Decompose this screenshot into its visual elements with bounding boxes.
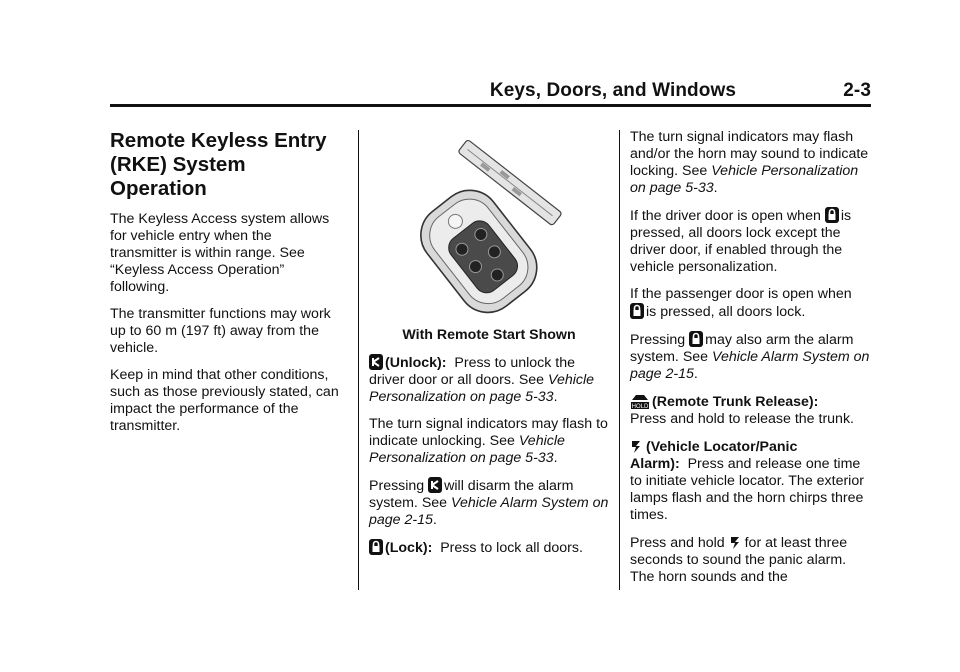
column-divider-1	[358, 130, 359, 590]
signal-reference: Vehicle Personalization on page 5-33	[369, 433, 565, 466]
panic-text-b: for at least three seconds to sound the panic alarm. The horn sounds and the	[630, 535, 848, 585]
lock-paragraph	[369, 539, 609, 557]
locator-text: Press and release one time to initiate vehicle locator. The exterior lamps flash and the horn chirps three times.	[630, 456, 864, 523]
trunk-label: (Remote Trunk Release):	[652, 394, 819, 410]
paragraph-keyless-access: The Keyless Access system allows for vehicle entry when the transmitter is within range. See “Keyless Access Operation” following.	[110, 211, 330, 295]
paragraph-conditions: Keep in mind that other conditions, such as those previously stated, can impact the performance of the transmitter.	[110, 367, 339, 434]
column-divider-2	[619, 130, 620, 590]
driver-door-text-b: is pressed, all doors lock except the driver door, if enabled through the vehicle personalization.	[630, 208, 852, 275]
signal-paragraph: The turn signal indicators may flash to indicate unlocking. See Vehicle Personalization on page 5-33.	[369, 416, 608, 466]
passenger-door-paragraph	[630, 286, 870, 321]
unlock-paragraph: (Unlock): Press to unlock the driver door or all doors. See Vehicle Personalization on page 5-33.	[369, 355, 595, 405]
panic-paragraph	[630, 534, 870, 586]
lock-text: Press to lock all doors.	[440, 540, 583, 556]
disarm-text-b: will disarm the alarm system. See	[369, 478, 574, 511]
paragraph-range: The transmitter functions may work up to 60 m (197 ft) away from the vehicle.	[110, 306, 331, 356]
unlock-icon	[369, 354, 383, 370]
passenger-door-text-b: is pressed, all doors lock.	[646, 304, 806, 320]
driver-door-paragraph	[630, 207, 870, 276]
locking-signal-reference: Vehicle Personalization on page 5-33	[630, 163, 859, 196]
locator-paragraph	[630, 438, 870, 524]
passenger-door-text-a: If the passenger door is open when	[630, 286, 852, 302]
trunk-text: Press and hold to release the trunk.	[630, 411, 854, 427]
svg-text:HOLD: HOLD	[631, 404, 649, 409]
trunk-paragraph	[630, 393, 870, 428]
vehicle-locator-icon	[729, 534, 743, 550]
unlock-reference: Vehicle Personalization on page 5-33	[369, 372, 595, 405]
locator-label: (Vehicle Locator/Panic Alarm):	[630, 439, 798, 472]
key-fob-illustration	[391, 131, 581, 321]
locking-signal-paragraph: The turn signal indicators may flash and/or the horn may sound to indicate locking. See Vehicle Personalization on page 5-33.	[630, 129, 869, 196]
column-2	[369, 131, 609, 567]
header-rule	[110, 104, 871, 107]
running-header	[110, 76, 871, 106]
heading-line-2: (RKE) System Operation	[110, 153, 246, 200]
disarm-paragraph: Pressing will disarm the alarm system. See Vehicle Alarm System on page 2-15.	[369, 478, 609, 528]
column-1	[110, 129, 340, 445]
panic-text-a: Press and hold	[630, 535, 725, 551]
signal-text: The turn signal indicators may flash to indicate unlocking. See	[369, 416, 608, 449]
lock-label: (Lock):	[385, 540, 433, 556]
driver-door-text-a: If the driver door is open when	[630, 208, 821, 224]
disarm-reference: Vehicle Alarm System on page 2-15	[369, 495, 609, 528]
lock-icon	[369, 539, 383, 555]
page-number: 2-3	[843, 80, 871, 101]
lock-icon	[630, 303, 644, 319]
disarm-text-a: Pressing	[369, 478, 425, 494]
heading-line-1: Remote Keyless Entry	[110, 129, 327, 152]
locking-signal-text: The turn signal indicators may flash and/or the horn may sound to indicate locking. See	[630, 129, 869, 179]
figure-caption: With Remote Start Shown	[402, 327, 576, 343]
arm-alarm-text-b: may also arm the alarm system. See	[630, 332, 854, 365]
section-heading	[110, 129, 340, 201]
column-3	[630, 129, 870, 596]
vehicle-locator-icon	[630, 438, 644, 454]
trunk-release-icon	[630, 393, 650, 409]
section-title: Keys, Doors, and Windows	[489, 80, 736, 101]
lock-icon	[689, 331, 703, 347]
arm-alarm-reference: Vehicle Alarm System on page 2-15	[630, 349, 870, 382]
unlock-label: (Unlock):	[385, 355, 447, 371]
lock-icon	[825, 207, 839, 223]
arm-alarm-text-a: Pressing	[630, 332, 686, 348]
unlock-icon	[428, 477, 442, 493]
unlock-text: Press to unlock the driver door or all doors. See	[369, 355, 576, 388]
arm-alarm-paragraph: Pressing may also arm the alarm system. See Vehicle Alarm System on page 2-15.	[630, 332, 870, 382]
